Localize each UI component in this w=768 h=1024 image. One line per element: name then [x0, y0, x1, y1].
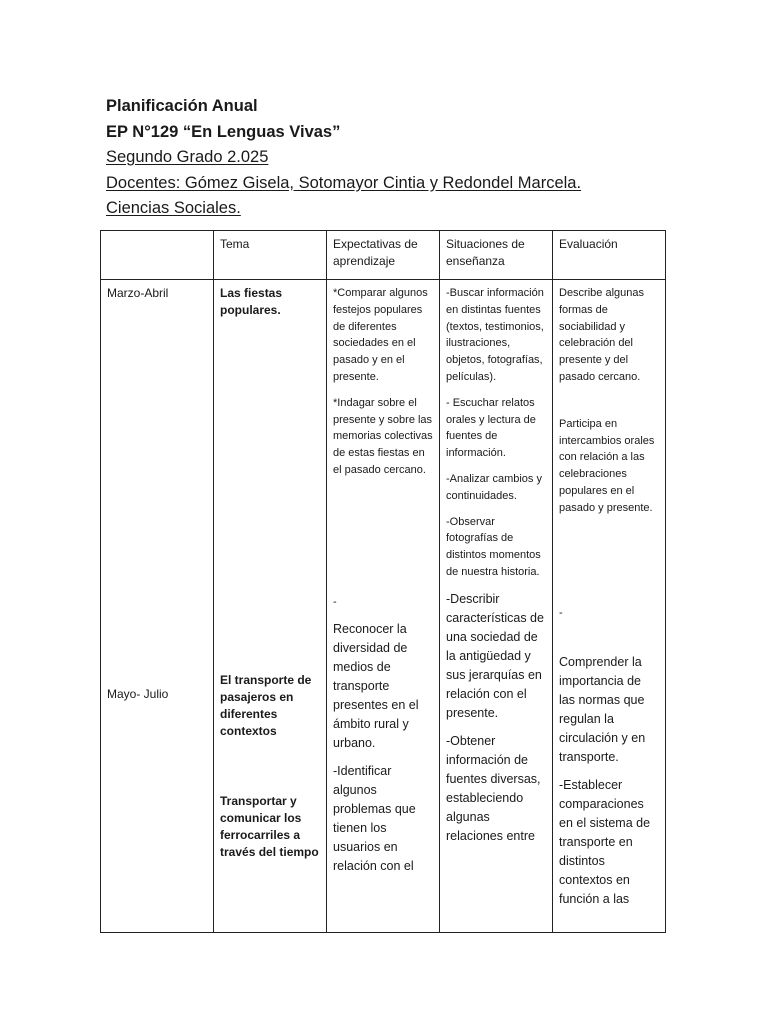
expectativa-item: -Identificar algunos problemas que tienen los usuarios en relación con el — [333, 763, 416, 873]
tema-transporte: El transporte de pasajeros en diferentes contextos — [220, 673, 312, 738]
subject: Ciencias Sociales. — [106, 199, 241, 217]
situacion-item: -Analizar cambios y continuidades. — [446, 472, 542, 502]
expectativa-item: - — [333, 595, 337, 608]
teachers: Docentes: Gómez Gisela, Sotomayor Cintia y Redondel Marcela. — [106, 173, 582, 192]
planning-table — [100, 230, 666, 933]
situacion-item: -Observar fotografías de distintos momentos de nuestra historia. — [446, 515, 541, 578]
period-marzo-abril: Marzo-Abril — [107, 286, 169, 300]
period-column — [101, 280, 214, 933]
situaciones-column — [440, 280, 553, 933]
situacion-item: -Buscar información en distintas fuentes (textos, testimonios, ilustraciones, objetos, fotografías, películas). — [446, 287, 544, 383]
evaluacion-item: Participa en intercambios orales con relación a las celebraciones populares en el pasado y presente. — [559, 417, 655, 514]
evaluacion-item: - — [559, 606, 563, 619]
expectativa-item: *Comparar algunos festejos populares de diferentes sociedades en el pasado y en el presente. — [333, 287, 428, 383]
document-title: Planificación Anual — [106, 97, 258, 115]
evaluacion-column — [553, 280, 666, 933]
expectativas-column — [327, 280, 440, 933]
tema-column — [214, 280, 327, 933]
expectativa-item: *Indagar sobre el presente y sobre las memorias colectivas de estas fiestas en el pasado cercano. — [333, 396, 433, 476]
tema-fiestas: Las fiestas populares. — [220, 286, 283, 317]
header-cell-tema: Tema — [214, 231, 327, 280]
header-cell-period — [101, 231, 214, 280]
evaluacion-item: -Establecer comparaciones en el sistema de transporte en distintos contextos en función a las — [559, 778, 651, 907]
header-cell-evaluacion: Evaluación — [553, 231, 666, 280]
grade-year: Segundo Grado 2.025 — [106, 148, 269, 166]
school-name: EP N°129 “En Lenguas Vivas” — [106, 122, 341, 141]
period-mayo-julio: Mayo- Julio — [107, 687, 169, 701]
header-cell-situaciones: Situaciones de enseñanza — [440, 231, 553, 280]
document-header — [106, 94, 726, 222]
evaluacion-item: Comprender la importancia de las normas que regulan la circulación y en transporte. — [559, 655, 646, 765]
situacion-item: -Obtener información de fuentes diversas, estableciendo algunas relaciones entre — [446, 733, 541, 843]
table-row — [101, 280, 666, 933]
expectativa-item: Reconocer la diversidad de medios de transporte presentes en el ámbito rural y urbano. — [333, 621, 419, 750]
table-header-row — [101, 231, 666, 280]
evaluacion-item: Describe algunas formas de sociabilidad y celebración del presente y del pasado cercano. — [559, 287, 644, 383]
situacion-item: - Escuchar relatos orales y lectura de fuentes de información. — [446, 396, 536, 460]
tema-ferrocarriles: Transportar y comunicar los ferrocarriles a través del tiempo — [220, 794, 319, 859]
header-cell-expectativas: Expectativas de aprendizaje — [327, 231, 440, 280]
situacion-item: -Describir características de una sociedad de la antigüedad y sus jerarquías en relación con el presente. — [446, 591, 544, 720]
